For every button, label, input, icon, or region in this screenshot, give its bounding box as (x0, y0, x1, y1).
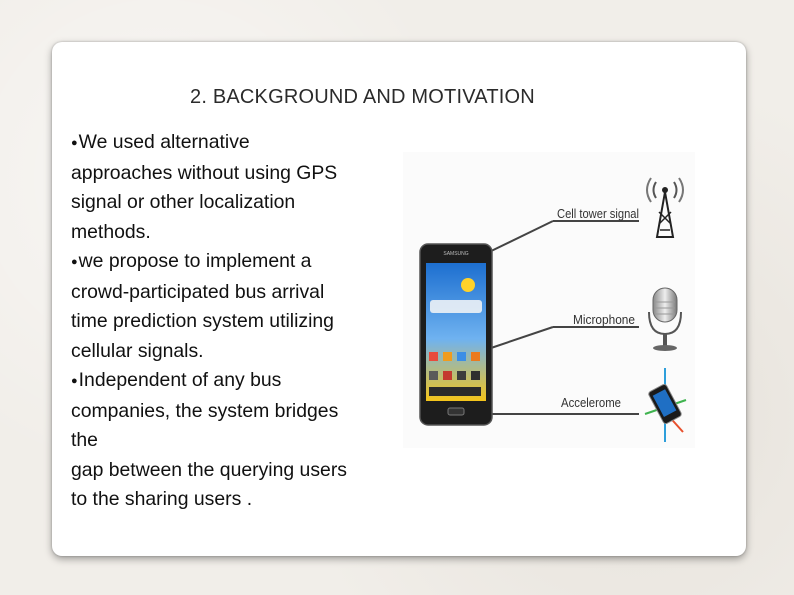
bullet-text-block (71, 128, 401, 515)
text-line: methods. (71, 220, 151, 243)
slide-title: 2. BACKGROUND AND MOTIVATION (190, 86, 535, 108)
text-line: the (71, 429, 98, 451)
microphone-icon (649, 288, 681, 351)
bullet-icon: ● (71, 256, 78, 268)
text-line: ●We used alternative (71, 131, 250, 153)
text-line: time prediction system utilizing (71, 310, 334, 332)
sensor-label-cell-tower: Cell tower signal (557, 206, 640, 221)
sensor-label-microphone: Microphone (573, 312, 635, 327)
bullet-icon: ● (71, 375, 78, 387)
text-line: ●we propose to implement a (71, 250, 312, 272)
smartphone-icon (420, 244, 492, 425)
bullet-icon: ● (71, 137, 78, 149)
text-line: to the sharing users . (71, 488, 253, 510)
phone-brand-label: SAMSUNG (443, 251, 469, 257)
text-line: crowd-participated bus arrival (71, 280, 325, 303)
accelerometer-icon (645, 368, 686, 442)
text-line: signal or other localization (71, 191, 296, 213)
phone-sensors-figure (403, 152, 695, 448)
connector-line (485, 221, 553, 254)
text-line: ●Independent of any bus (71, 369, 282, 391)
phone-sensors-illustration (403, 152, 695, 448)
text-line: companies, the system bridges (71, 399, 339, 422)
text-line: gap between the querying users (71, 458, 347, 481)
text-line: approaches without using GPS (71, 161, 338, 184)
text-line: cellular signals. (71, 339, 204, 362)
connector-line (491, 327, 553, 348)
cell-tower-icon (647, 178, 683, 237)
sensor-label-accelerometer: Accelerome (561, 395, 621, 410)
